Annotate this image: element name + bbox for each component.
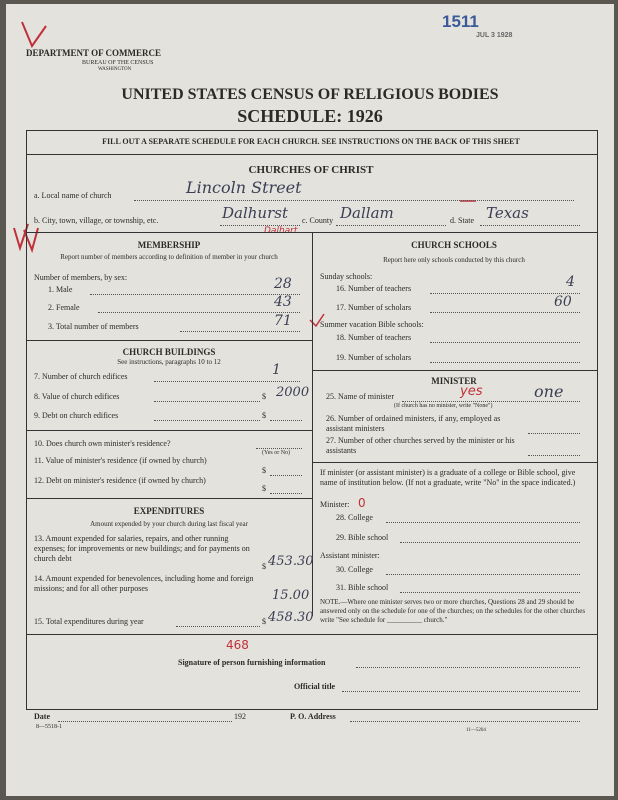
county-value: Dallam: [340, 204, 394, 222]
expenditures-heading: EXPENDITURES: [133, 506, 205, 516]
item14-label: 14. Amount expended for benevolences, including home and foreign missions; and for all other purposes: [34, 574, 254, 593]
minister-name-value: yes: [460, 384, 483, 399]
stamp-number: 1511: [442, 12, 479, 31]
schools-heading: CHURCH SCHOOLS: [411, 240, 497, 250]
edifice-value-line: [154, 401, 260, 402]
item27-line: [528, 455, 580, 456]
census-form: [6, 4, 614, 796]
buildings-heading: CHURCH BUILDINGS: [122, 347, 216, 357]
item27-label: 27. Number of other churches served by the minister or his assistants: [326, 436, 515, 455]
res-debt-line: [270, 493, 302, 494]
state-label: d. State: [450, 216, 474, 225]
form-number: 8—5518-1: [36, 724, 62, 730]
teachers18-line: [430, 342, 580, 343]
date-label: Date: [34, 712, 50, 721]
minister-mark: 0: [358, 496, 366, 510]
official-title-label: Official title: [294, 682, 336, 691]
yes-no-hint: (Yes or No): [262, 450, 291, 456]
edifices-value: 1: [272, 362, 281, 378]
signature-label: Signature of person furnishing information: [178, 658, 326, 667]
city-value: Dalhurst: [222, 204, 288, 222]
bureau: BUREAU OF THE CENSUS: [82, 60, 154, 66]
dollar-sign: $: [262, 411, 266, 420]
schedule-title: SCHEDULE: 1926: [237, 106, 383, 126]
res-debt-label: 12. Debt on minister's residence (if owned by church): [34, 476, 206, 485]
total-members-line: [180, 331, 300, 332]
edifices-line: [154, 381, 300, 382]
minister-footnote: NOTE.—Where one minister serves two or more churches, Questions 28 and 29 should be answered only on the schedule for one of the churches; on the schedules for the other churches write "See schedule for __________ church.": [320, 598, 586, 624]
scholars17-label: 17. Number of scholars: [336, 303, 412, 312]
local-name-line: [134, 200, 574, 201]
city-correction: Dalhart: [264, 226, 298, 236]
male-label: 1. Male: [48, 285, 73, 294]
teachers16-label: 16. Number of teachers: [336, 284, 412, 293]
residence-line: [256, 448, 302, 449]
divider: [26, 154, 597, 155]
dollar-sign: $: [262, 484, 266, 493]
edifice-debt-field: [270, 420, 302, 421]
res-value-label: 11. Value of minister's residence (if owned by church): [34, 456, 207, 465]
edifice-debt-label: 9. Debt on church edifices: [34, 411, 119, 420]
bible31-line: [400, 592, 580, 593]
college30-label: 30. College: [336, 565, 373, 574]
minister-name-label: 25. Name of minister: [326, 392, 394, 401]
divider: [312, 370, 597, 371]
female-value: 43: [274, 294, 292, 310]
scholars17-line: [430, 312, 580, 313]
stamp-date: JUL 3 1928: [476, 32, 513, 39]
minister-heading: MINISTER: [431, 376, 477, 386]
bureau-city: WASHINGTON: [98, 67, 132, 72]
bible29-label: 29. Bible school: [336, 533, 389, 542]
male-line: [90, 294, 300, 295]
res-value-line: [270, 475, 302, 476]
item15-value: 458.30: [268, 610, 314, 625]
graduate-note: If minister (or assistant minister) is a graduate of a college or Bible school, give name of institution below. (If not a graduate, write "No" in the space indicated.): [320, 468, 576, 487]
address-line: [350, 721, 580, 722]
sunday-label: Sunday schools:: [320, 272, 373, 281]
official-title-line: [342, 691, 580, 692]
edifice-debt-line: [154, 420, 260, 421]
college30-line: [386, 574, 580, 575]
divider: [26, 634, 597, 635]
teachers18-label: 18. Number of teachers: [336, 333, 412, 342]
minister-name-line: [402, 401, 580, 402]
college28-line: [386, 522, 580, 523]
edifice-value-amount: 2000: [276, 385, 310, 400]
county-line: [336, 225, 446, 226]
signature-line: [356, 667, 580, 668]
residence-label: 10. Does church own minister's residence?: [34, 439, 171, 448]
membership-note: Report number of members according to definition of member in your church: [60, 253, 278, 261]
form-title: UNITED STATES CENSUS OF RELIGIOUS BODIES: [121, 86, 499, 103]
item14-value: 15.00: [272, 588, 310, 603]
edifice-value-label: 8. Value of church edifices: [34, 392, 120, 401]
divider: [26, 430, 312, 431]
female-line: [98, 312, 300, 313]
bible31-label: 31. Bible school: [336, 583, 389, 592]
item26-line: [528, 433, 580, 434]
instruction: FILL OUT A SEPARATE SCHEDULE FOR EACH CHURCH. SEE INSTRUCTIONS ON THE BACK OF THIS SHEET: [102, 137, 520, 146]
date-year: 192: [234, 712, 246, 721]
minister-sublabel: Minister:: [320, 500, 350, 509]
summer-label: Summer vacation Bible schools:: [320, 320, 424, 329]
item13-value: 453.30: [268, 554, 314, 569]
college28-label: 28. College: [336, 513, 373, 522]
expenditures-note: Amount expended by your church during last fiscal year: [90, 520, 248, 528]
membership-heading: MEMBERSHIP: [137, 240, 201, 250]
state-line: [480, 225, 580, 226]
print-number: 11—5204: [466, 728, 486, 733]
male-value: 28: [274, 276, 292, 292]
total-correction: 468: [226, 638, 249, 652]
dollar-sign: $: [262, 392, 266, 401]
local-name-label: a. Local name of church: [34, 191, 112, 200]
minister-name-value-2: one: [534, 382, 564, 401]
scholars19-line: [430, 362, 580, 363]
address-label: P. O. Address: [290, 712, 336, 721]
assistant-label: Assistant minister:: [320, 551, 380, 560]
divider: [26, 498, 312, 499]
divider: [312, 462, 597, 463]
state-value: Texas: [486, 204, 529, 222]
dollar-sign: $: [262, 562, 266, 571]
total-members-value: 71: [274, 313, 292, 329]
schools-note: Report here only schools conducted by this church: [383, 256, 525, 264]
teachers16-value: 4: [566, 274, 575, 290]
total-members-label: 3. Total number of members: [48, 322, 139, 331]
dollar-sign: $: [262, 617, 266, 626]
county-label: c. County: [302, 216, 334, 225]
dollar-sign: $: [262, 466, 266, 475]
item13-label: 13. Amount expended for salaries, repairs, and other running expenses; for improvements or new buildings; and for payments on church debt: [34, 534, 250, 563]
edifices-label: 7. Number of church edifices: [34, 372, 128, 381]
bible29-line: [400, 542, 580, 543]
by-sex-label: Number of members, by sex:: [34, 273, 128, 282]
item15-label: 15. Total expenditures during year: [34, 617, 144, 626]
date-line: [58, 721, 232, 722]
scholars19-label: 19. Number of scholars: [336, 353, 412, 362]
city-label: b. City, town, village, or township, etc.: [34, 216, 159, 225]
scholars17-value: 60: [554, 294, 572, 310]
female-label: 2. Female: [48, 303, 80, 312]
local-name-value: Lincoln Street: [186, 178, 302, 197]
item26-label: 26. Number of ordained ministers, if any, employed as assistant ministers: [326, 414, 501, 433]
denomination: CHURCHES OF CHRIST: [248, 164, 374, 176]
item15-line: [176, 626, 260, 627]
minister-name-note: (If church has no minister, write "None"): [394, 403, 493, 409]
divider: [26, 340, 312, 341]
buildings-note: See instructions, paragraphs 10 to 12: [117, 358, 221, 366]
department: DEPARTMENT OF COMMERCE: [26, 48, 162, 58]
